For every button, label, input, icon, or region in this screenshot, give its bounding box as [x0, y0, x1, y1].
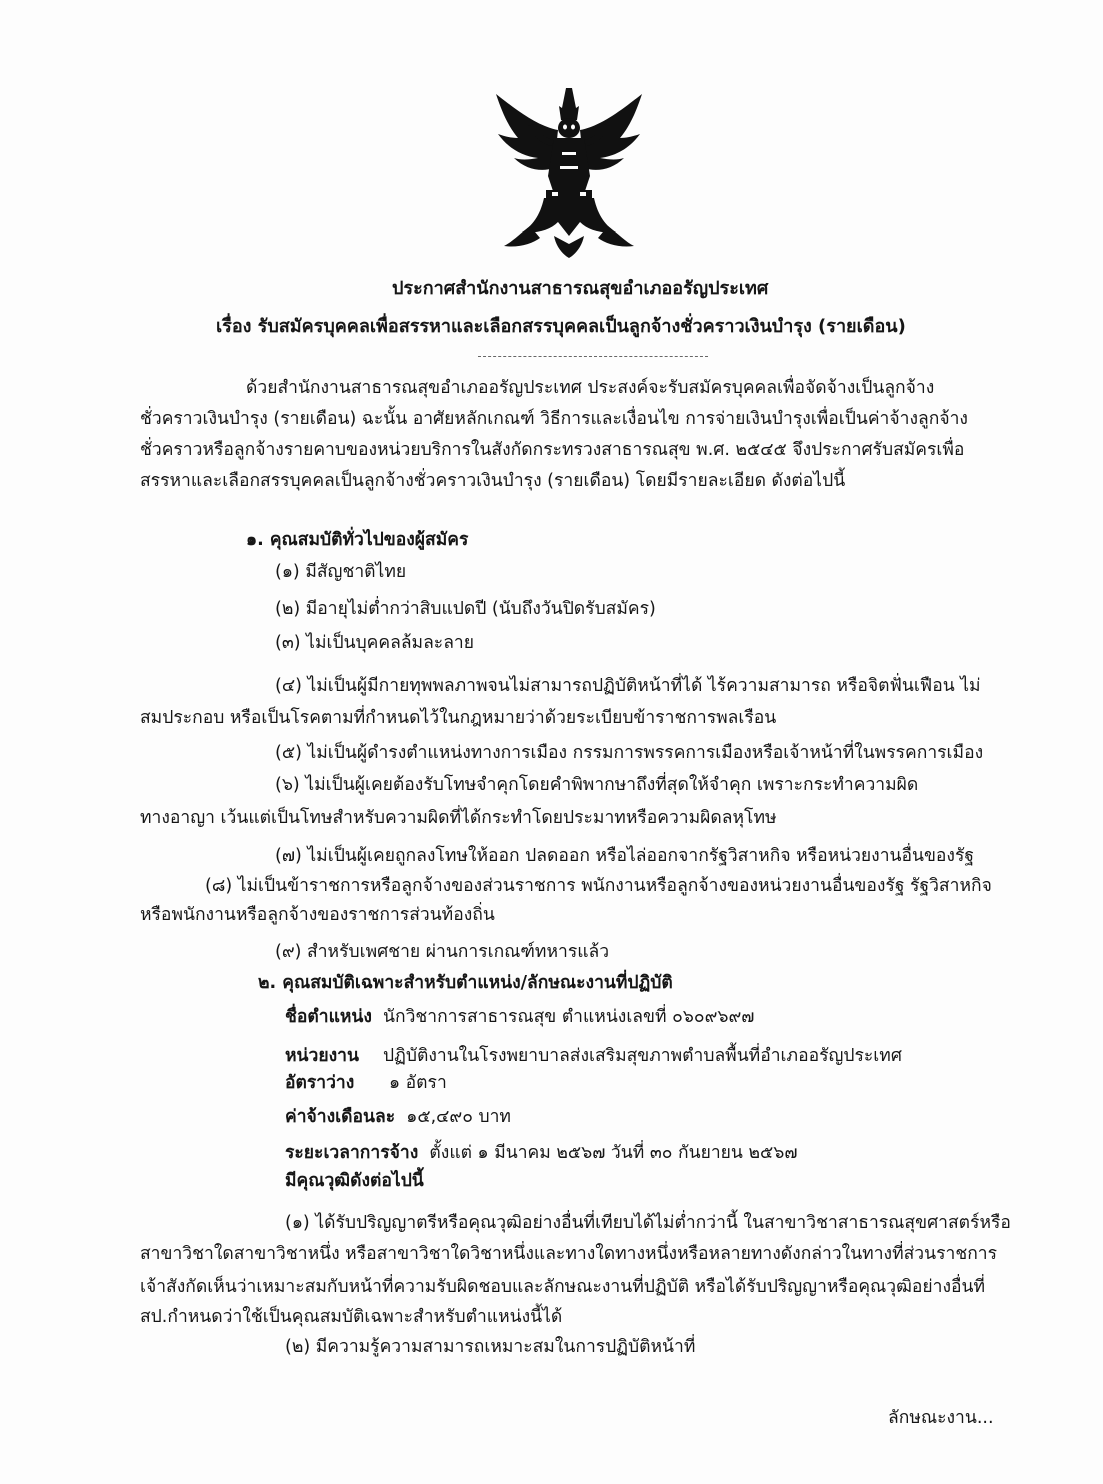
announcement-title: ประกาศสำนักงานสาธารณสุขอำเภออรัญประเทศ — [392, 278, 769, 299]
salary-row — [285, 1104, 511, 1130]
section1-heading: ๑. คุณสมบัติทั่วไปของผู้สมัคร — [246, 530, 469, 550]
intro-line-4: สรรหาและเลือกสรรบุคคลเป็นลูกจ้างชั่วคราวเงินบำรุง (รายเดือน) โดยมีรายละเอียด ดังต่อไปนี้ — [140, 471, 846, 491]
unit-row — [285, 1043, 902, 1069]
position-label: ชื่อตำแหน่ง — [285, 1007, 372, 1027]
qualification-line-3: เจ้าสังกัดเห็นว่าเหมาะสมกับหน้าที่ความรับผิดชอบและลักษณะงานที่ปฏิบัติ หรือได้รับปริญญาหรือคุณวุฒิอย่างอื่นที่ — [140, 1277, 986, 1297]
salary-value: ๑๕,๔๙๐ บาท — [406, 1107, 511, 1127]
qualification-line-5: (๒) มีความรู้ความสามารถเหมาะสมในการปฏิบัติหน้าที่ — [285, 1337, 696, 1357]
vacancy-value: ๑ อัตรา — [389, 1073, 447, 1093]
intro-line-3: ชั่วคราวหรือลูกจ้างรายคาบของหน่วยบริการในสังกัดกระทรวงสาธารณสุข พ.ศ. ๒๕๔๕ จึงประกาศรับสมัครเพื่อ — [140, 440, 965, 460]
garuda-emblem-icon — [484, 86, 654, 261]
section1-item-8-cont: หรือพนักงานหรือลูกจ้างของราชการส่วนท้องถิ่น — [140, 905, 495, 925]
salary-label: ค่าจ้างเดือนละ — [285, 1107, 396, 1127]
qualification-line-2: สาขาวิชาใดสาขาวิชาหนึ่ง หรือสาขาวิชาใดวิชาหนึ่งและทางใดทางหนึ่งหรือหลายทางดังกล่าวในทางที่ส่วนราชการ — [140, 1244, 998, 1264]
section1-item-8: (๘) ไม่เป็นข้าราชการหรือลูกจ้างของส่วนราชการ พนักงานหรือลูกจ้างของหน่วยงานอื่นของรัฐ รัฐวิสาหกิจ — [205, 876, 992, 896]
continuation-marker: ลักษณะงาน... — [888, 1408, 994, 1428]
qualification-heading: มีคุณวุฒิดังต่อไปนี้ — [285, 1171, 424, 1191]
section1-item-7: (๗) ไม่เป็นผู้เคยถูกลงโทษให้ออก ปลดออก หรือไล่ออกจากรัฐวิสาหกิจ หรือหน่วยงานอื่นของรัฐ — [275, 846, 975, 866]
section1-item-3: (๓) ไม่เป็นบุคคลล้มละลาย — [275, 633, 475, 653]
section1-item-9: (๙) สำหรับเพศชาย ผ่านการเกณฑ์ทหารแล้ว — [275, 942, 610, 962]
period-row — [285, 1140, 798, 1166]
unit-label: หน่วยงาน — [285, 1046, 359, 1066]
intro-line-2: ชั่วคราวเงินบำรุง (รายเดือน) ฉะนั้น อาศัยหลักเกณฑ์ วิธีการและเงื่อนไข การจ่ายเงินบำรุงเพื่อเป็นค่าจ้างลูกจ้าง — [140, 409, 968, 429]
section1-item-4-cont: สมประกอบ หรือเป็นโรคตามที่กำหนดไว้ในกฎหมายว่าด้วยระเบียบข้าราชการพลเรือน — [140, 708, 777, 728]
announcement-subject: เรื่อง รับสมัครบุคคลเพื่อสรรหาและเลือกสรรบุคคลเป็นลูกจ้างชั่วคราวเงินบำรุง (รายเดือน) — [216, 316, 906, 337]
qualification-line-1: (๑) ได้รับปริญญาตรีหรือคุณวุฒิอย่างอื่นที่เทียบได้ไม่ต่ำกว่านี้ ในสาขาวิชาสาธารณสุขศาสตร์หรือ — [285, 1213, 1011, 1233]
section1-item-5: (๕) ไม่เป็นผู้ดำรงตำแหน่งทางการเมือง กรรมการพรรคการเมืองหรือเจ้าหน้าที่ในพรรคการเมือง — [275, 743, 984, 763]
period-label: ระยะเวลาการจ้าง — [285, 1143, 419, 1163]
qualification-line-4: สป.กำหนดว่าใช้เป็นคุณสมบัติเฉพาะสำหรับตำแหน่งนี้ได้ — [140, 1307, 563, 1327]
section1-item-4: (๔) ไม่เป็นผู้มีกายทุพพลภาพจนไม่สามารถปฏิบัติหน้าที่ได้ ไร้ความสามารถ หรือจิตฟั่นเฟือน ไม่ — [275, 676, 981, 696]
unit-value: ปฏิบัติงานในโรงพยาบาลส่งเสริมสุขภาพตำบลพื้นที่อำเภออรัญประเทศ — [383, 1046, 902, 1066]
position-row — [285, 1004, 754, 1030]
section1-item-1: (๑) มีสัญชาติไทย — [275, 562, 407, 582]
position-value: นักวิชาการสาธารณสุข ตำแหน่งเลขที่ ๐๖๐๙๖๙๗ — [383, 1007, 755, 1027]
vacancy-label: อัตราว่าง — [285, 1073, 355, 1093]
period-value: ตั้งแต่ ๑ มีนาคม ๒๕๖๗ วันที่ ๓๐ กันยายน ๒๕๖๗ — [429, 1143, 798, 1163]
section1-item-6: (๖) ไม่เป็นผู้เคยต้องรับโทษจำคุกโดยคำพิพากษาถึงที่สุดให้จำคุก เพราะกระทำความผิด — [275, 775, 919, 795]
section1-item-6-cont: ทางอาญา เว้นแต่เป็นโทษสำหรับความผิดที่ได้กระทำโดยประมาทหรือความผิดลหุโทษ — [140, 808, 777, 828]
intro-line-1: ด้วยสำนักงานสาธารณสุขอำเภออรัญประเทศ ประสงค์จะรับสมัครบุคคลเพื่อจัดจ้างเป็นลูกจ้าง — [246, 378, 935, 398]
vacancy-row — [285, 1070, 447, 1096]
section2-heading: ๒. คุณสมบัติเฉพาะสำหรับตำแหน่ง/ลักษณะงานที่ปฏิบัติ — [258, 973, 673, 993]
section1-item-2: (๒) มีอายุไม่ต่ำกว่าสิบแปดปี (นับถึงวันปิดรับสมัคร) — [275, 599, 656, 619]
title-separator — [478, 356, 708, 357]
